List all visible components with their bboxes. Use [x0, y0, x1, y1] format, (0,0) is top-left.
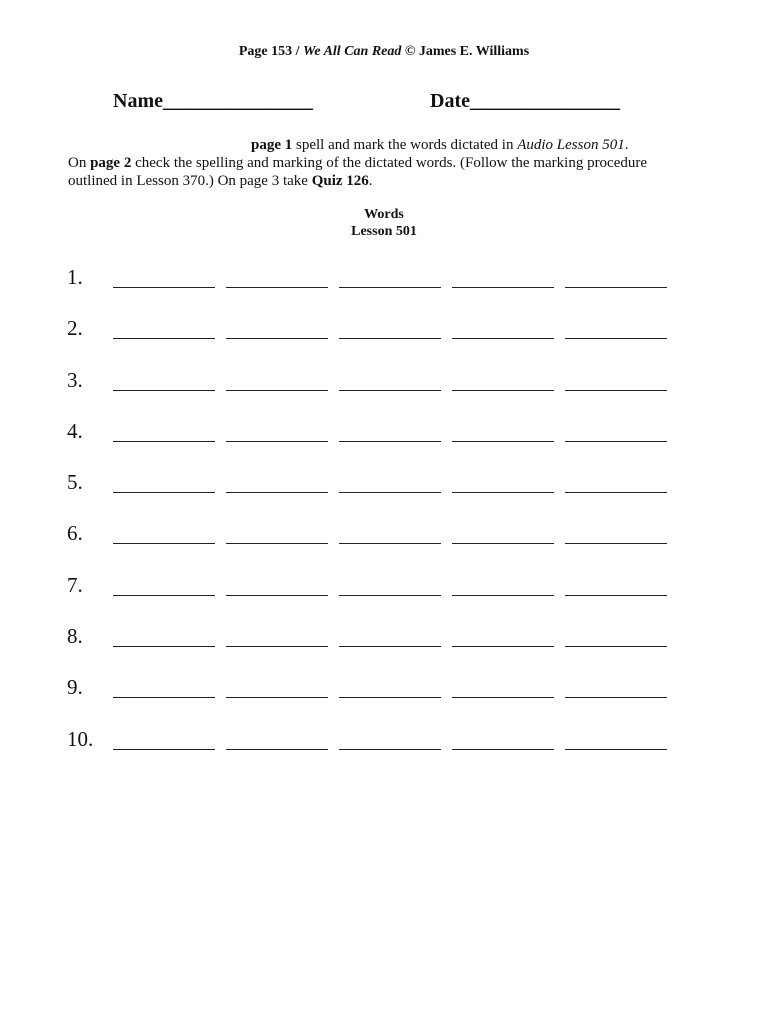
answer-blank[interactable]	[565, 543, 667, 544]
instructions	[68, 136, 688, 190]
answer-blank[interactable]	[113, 697, 215, 698]
word-row	[0, 263, 768, 314]
word-row	[0, 366, 768, 417]
answer-blank[interactable]	[339, 646, 441, 647]
answer-blank[interactable]	[113, 441, 215, 442]
answer-blank[interactable]	[339, 697, 441, 698]
answer-blank[interactable]	[226, 390, 328, 391]
name-field[interactable]: Name_______________	[113, 90, 313, 112]
answer-blank[interactable]	[565, 441, 667, 442]
instruction-text-2: check the spelling and marking of the dictated words. (Follow the marking procedure outlined in Lesson 370.) On page 3 take	[68, 155, 648, 189]
answer-blank[interactable]	[113, 595, 215, 596]
answer-blank[interactable]	[113, 338, 215, 339]
answer-blank[interactable]	[113, 492, 215, 493]
answer-blank[interactable]	[339, 543, 441, 544]
answer-blank[interactable]	[339, 749, 441, 750]
answer-blank[interactable]	[226, 338, 328, 339]
answer-blank[interactable]	[339, 390, 441, 391]
answer-blank[interactable]	[113, 390, 215, 391]
copyright-text: © James E. Williams	[404, 44, 530, 59]
answer-blank[interactable]	[565, 646, 667, 647]
row-number: 1.	[67, 265, 83, 289]
instruction-period-2: .	[368, 173, 373, 189]
date-field[interactable]: Date_______________	[430, 90, 620, 112]
instruction-paragraph-2	[68, 154, 688, 190]
page-1-label: page 1	[251, 137, 293, 153]
page-header	[0, 44, 768, 60]
word-row	[0, 519, 768, 570]
answer-blank[interactable]	[565, 390, 667, 391]
answer-blank[interactable]	[226, 595, 328, 596]
row-number: 6.	[67, 521, 83, 546]
row-number: 7.	[67, 572, 83, 597]
word-row	[0, 571, 768, 622]
word-row	[0, 468, 768, 519]
word-row	[0, 725, 768, 776]
book-title: We All Can Read	[302, 44, 402, 59]
word-rows	[0, 263, 768, 776]
answer-blank[interactable]	[452, 646, 554, 647]
words-heading	[0, 206, 768, 240]
audio-lesson-ref: Audio Lesson 501	[517, 137, 625, 153]
row-number: 2.	[67, 316, 83, 341]
word-row	[0, 622, 768, 673]
answer-blank[interactable]	[226, 697, 328, 698]
answer-blank[interactable]	[452, 595, 554, 596]
answer-blank[interactable]	[452, 749, 554, 750]
row-number: 4.	[67, 418, 83, 443]
answer-blank[interactable]	[113, 543, 215, 544]
answer-blank[interactable]	[452, 390, 554, 391]
name-date-line	[0, 90, 768, 118]
answer-blank[interactable]	[226, 749, 328, 750]
lesson-label: Lesson 501	[351, 224, 417, 239]
answer-blank[interactable]	[226, 287, 328, 288]
answer-blank[interactable]	[452, 697, 554, 698]
answer-blank[interactable]	[339, 595, 441, 596]
page-number: Page 153 /	[238, 44, 300, 59]
answer-blank[interactable]	[452, 543, 554, 544]
instruction-on: On	[68, 155, 91, 171]
answer-blank[interactable]	[452, 492, 554, 493]
instruction-text-1: spell and mark the words dictated in	[292, 137, 518, 153]
row-number: 10.	[67, 726, 94, 751]
answer-blank[interactable]	[226, 492, 328, 493]
answer-blank[interactable]	[339, 287, 441, 288]
answer-blank[interactable]	[565, 749, 667, 750]
answer-blank[interactable]	[452, 287, 554, 288]
answer-blank[interactable]	[565, 595, 667, 596]
answer-blank[interactable]	[226, 441, 328, 442]
section-title: Words	[364, 207, 404, 222]
row-number: 3.	[67, 367, 83, 392]
answer-blank[interactable]	[113, 749, 215, 750]
answer-blank[interactable]	[452, 338, 554, 339]
answer-blank[interactable]	[565, 287, 667, 288]
word-row	[0, 673, 768, 724]
quiz-label: Quiz 126	[311, 173, 369, 189]
page-2-label: page 2	[90, 155, 132, 171]
answer-blank[interactable]	[565, 338, 667, 339]
answer-blank[interactable]	[113, 646, 215, 647]
row-number: 9.	[67, 675, 83, 700]
word-row	[0, 417, 768, 468]
row-number: 8.	[67, 624, 83, 649]
instruction-period-1: .	[624, 137, 629, 153]
answer-blank[interactable]	[339, 338, 441, 339]
answer-blank[interactable]	[226, 543, 328, 544]
answer-blank[interactable]	[339, 492, 441, 493]
word-row	[0, 314, 768, 365]
answer-blank[interactable]	[565, 697, 667, 698]
answer-blank[interactable]	[452, 441, 554, 442]
answer-blank[interactable]	[226, 646, 328, 647]
answer-blank[interactable]	[113, 287, 215, 288]
answer-blank[interactable]	[339, 441, 441, 442]
answer-blank[interactable]	[565, 492, 667, 493]
instruction-line-1	[68, 136, 688, 154]
row-number: 5.	[67, 470, 83, 495]
